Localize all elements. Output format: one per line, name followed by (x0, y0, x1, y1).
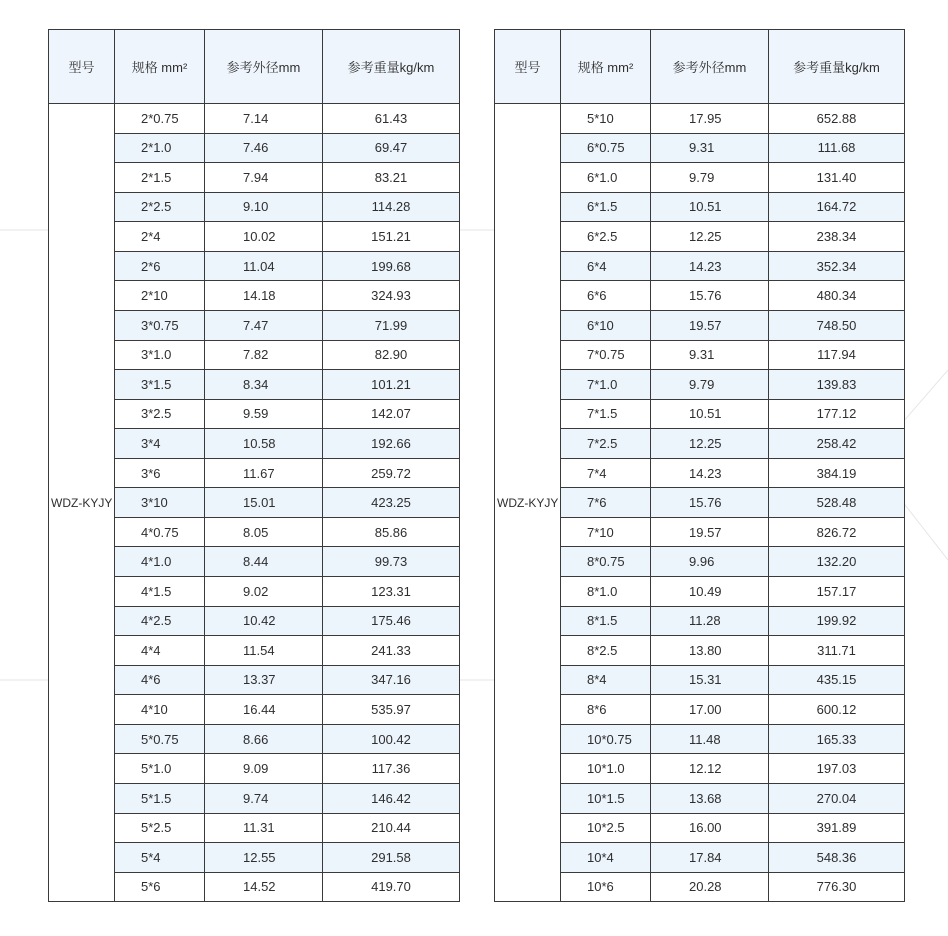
od-cell: 9.79 (651, 163, 769, 193)
od-cell: 15.31 (651, 665, 769, 695)
wt-cell: 826.72 (769, 517, 905, 547)
wt-cell: 600.12 (769, 695, 905, 725)
wt-cell: 123.31 (323, 577, 460, 607)
spec-cell: 3*0.75 (115, 310, 205, 340)
header-spec: 规格 mm² (561, 30, 651, 104)
header-outer-diameter: 参考外径mm (205, 30, 323, 104)
od-cell: 9.79 (651, 370, 769, 400)
od-cell: 12.12 (651, 754, 769, 784)
wt-cell: 165.33 (769, 724, 905, 754)
spec-cell: 2*4 (115, 222, 205, 252)
spec-cell: 5*10 (561, 104, 651, 134)
spec-cell: 5*1.0 (115, 754, 205, 784)
table-header-row (49, 30, 460, 104)
od-cell: 12.55 (205, 843, 323, 873)
od-cell: 17.00 (651, 695, 769, 725)
od-cell: 10.42 (205, 606, 323, 636)
header-model: 型号 (49, 30, 115, 104)
spec-cell: 3*1.5 (115, 370, 205, 400)
wt-cell: 114.28 (323, 192, 460, 222)
wt-cell: 177.12 (769, 399, 905, 429)
spec-cell: 4*0.75 (115, 517, 205, 547)
wt-cell: 132.20 (769, 547, 905, 577)
wt-cell: 435.15 (769, 665, 905, 695)
od-cell: 17.95 (651, 104, 769, 134)
od-cell: 12.25 (651, 429, 769, 459)
od-cell: 8.66 (205, 724, 323, 754)
spec-cell: 2*1.5 (115, 163, 205, 193)
header-weight: 参考重量kg/km (769, 30, 905, 104)
od-cell: 9.10 (205, 192, 323, 222)
wt-cell: 384.19 (769, 458, 905, 488)
od-cell: 9.09 (205, 754, 323, 784)
wt-cell: 146.42 (323, 783, 460, 813)
od-cell: 19.57 (651, 517, 769, 547)
spec-cell: 5*2.5 (115, 813, 205, 843)
spec-cell: 3*1.0 (115, 340, 205, 370)
wt-cell: 61.43 (323, 104, 460, 134)
wt-cell: 548.36 (769, 843, 905, 873)
wt-cell: 157.17 (769, 577, 905, 607)
wt-cell: 83.21 (323, 163, 460, 193)
wt-cell: 259.72 (323, 458, 460, 488)
spec-cell: 4*4 (115, 636, 205, 666)
wt-cell: 100.42 (323, 724, 460, 754)
od-cell: 11.67 (205, 458, 323, 488)
spec-cell: 6*10 (561, 310, 651, 340)
spec-cell: 4*6 (115, 665, 205, 695)
wt-cell: 99.73 (323, 547, 460, 577)
od-cell: 12.25 (651, 222, 769, 252)
wt-cell: 131.40 (769, 163, 905, 193)
header-model: 型号 (495, 30, 561, 104)
od-cell: 9.31 (651, 133, 769, 163)
od-cell: 11.48 (651, 724, 769, 754)
od-cell: 15.01 (205, 488, 323, 518)
od-cell: 17.84 (651, 843, 769, 873)
spec-cell: 2*2.5 (115, 192, 205, 222)
od-cell: 10.49 (651, 577, 769, 607)
spec-cell: 8*2.5 (561, 636, 651, 666)
wt-cell: 101.21 (323, 370, 460, 400)
table-row (495, 104, 905, 134)
spec-cell: 8*0.75 (561, 547, 651, 577)
od-cell: 8.44 (205, 547, 323, 577)
spec-cell: 10*2.5 (561, 813, 651, 843)
spec-cell: 10*4 (561, 843, 651, 873)
od-cell: 9.96 (651, 547, 769, 577)
od-cell: 14.52 (205, 872, 323, 902)
od-cell: 8.05 (205, 517, 323, 547)
spec-cell: 2*6 (115, 251, 205, 281)
wt-cell: 69.47 (323, 133, 460, 163)
wt-cell: 528.48 (769, 488, 905, 518)
spec-cell: 8*1.0 (561, 577, 651, 607)
left-spec-table (48, 29, 460, 902)
spec-cell: 4*2.5 (115, 606, 205, 636)
wt-cell: 142.07 (323, 399, 460, 429)
od-cell: 13.37 (205, 665, 323, 695)
od-cell: 14.23 (651, 458, 769, 488)
wt-cell: 175.46 (323, 606, 460, 636)
spec-cell: 8*6 (561, 695, 651, 725)
wt-cell: 117.94 (769, 340, 905, 370)
wt-cell: 199.92 (769, 606, 905, 636)
od-cell: 10.51 (651, 399, 769, 429)
spec-cell: 10*1.0 (561, 754, 651, 784)
od-cell: 9.31 (651, 340, 769, 370)
spec-cell: 3*10 (115, 488, 205, 518)
spec-cell: 7*1.0 (561, 370, 651, 400)
wt-cell: 192.66 (323, 429, 460, 459)
spec-cell: 8*1.5 (561, 606, 651, 636)
wt-cell: 324.93 (323, 281, 460, 311)
wt-cell: 347.16 (323, 665, 460, 695)
spec-cell: 10*0.75 (561, 724, 651, 754)
wt-cell: 258.42 (769, 429, 905, 459)
od-cell: 14.18 (205, 281, 323, 311)
spec-cell: 8*4 (561, 665, 651, 695)
header-spec: 规格 mm² (115, 30, 205, 104)
od-cell: 7.47 (205, 310, 323, 340)
wt-cell: 535.97 (323, 695, 460, 725)
wt-cell: 82.90 (323, 340, 460, 370)
od-cell: 9.59 (205, 399, 323, 429)
od-cell: 7.14 (205, 104, 323, 134)
spec-cell: 7*4 (561, 458, 651, 488)
spec-cell: 6*4 (561, 251, 651, 281)
wt-cell: 151.21 (323, 222, 460, 252)
wt-cell: 391.89 (769, 813, 905, 843)
od-cell: 19.57 (651, 310, 769, 340)
spec-cell: 6*1.5 (561, 192, 651, 222)
wt-cell: 238.34 (769, 222, 905, 252)
wt-cell: 748.50 (769, 310, 905, 340)
wt-cell: 199.68 (323, 251, 460, 281)
spec-cell: 6*0.75 (561, 133, 651, 163)
od-cell: 9.02 (205, 577, 323, 607)
spec-cell: 6*2.5 (561, 222, 651, 252)
wt-cell: 352.34 (769, 251, 905, 281)
od-cell: 10.51 (651, 192, 769, 222)
od-cell: 16.00 (651, 813, 769, 843)
spec-cell: 2*10 (115, 281, 205, 311)
od-cell: 10.58 (205, 429, 323, 459)
table-header-row (495, 30, 905, 104)
wt-cell: 776.30 (769, 872, 905, 902)
spec-cell: 7*10 (561, 517, 651, 547)
od-cell: 9.74 (205, 783, 323, 813)
wt-cell: 291.58 (323, 843, 460, 873)
right-spec-table (494, 29, 905, 902)
spec-cell: 7*6 (561, 488, 651, 518)
wt-cell: 419.70 (323, 872, 460, 902)
spec-cell: 3*4 (115, 429, 205, 459)
wt-cell: 164.72 (769, 192, 905, 222)
wt-cell: 197.03 (769, 754, 905, 784)
wt-cell: 480.34 (769, 281, 905, 311)
od-cell: 13.80 (651, 636, 769, 666)
header-outer-diameter: 参考外径mm (651, 30, 769, 104)
od-cell: 11.31 (205, 813, 323, 843)
wt-cell: 71.99 (323, 310, 460, 340)
od-cell: 8.34 (205, 370, 323, 400)
spec-cell: 3*6 (115, 458, 205, 488)
wt-cell: 423.25 (323, 488, 460, 518)
spec-cell: 5*1.5 (115, 783, 205, 813)
header-weight: 参考重量kg/km (323, 30, 460, 104)
wt-cell: 210.44 (323, 813, 460, 843)
od-cell: 13.68 (651, 783, 769, 813)
wt-cell: 652.88 (769, 104, 905, 134)
od-cell: 11.54 (205, 636, 323, 666)
spec-cell: 7*0.75 (561, 340, 651, 370)
wt-cell: 111.68 (769, 133, 905, 163)
spec-cell: 4*1.5 (115, 577, 205, 607)
od-cell: 10.02 (205, 222, 323, 252)
od-cell: 20.28 (651, 872, 769, 902)
od-cell: 15.76 (651, 281, 769, 311)
model-cell: WDZ-KYJY (495, 104, 561, 902)
wt-cell: 117.36 (323, 754, 460, 784)
spec-cell: 5*4 (115, 843, 205, 873)
od-cell: 14.23 (651, 251, 769, 281)
od-cell: 7.82 (205, 340, 323, 370)
spec-cell: 10*6 (561, 872, 651, 902)
spec-cell: 5*6 (115, 872, 205, 902)
spec-cell: 3*2.5 (115, 399, 205, 429)
spec-cell: 6*1.0 (561, 163, 651, 193)
wt-cell: 139.83 (769, 370, 905, 400)
table-row (49, 104, 460, 134)
spec-cell: 7*2.5 (561, 429, 651, 459)
spec-cell: 5*0.75 (115, 724, 205, 754)
spec-cell: 4*1.0 (115, 547, 205, 577)
spec-cell: 2*0.75 (115, 104, 205, 134)
od-cell: 11.04 (205, 251, 323, 281)
od-cell: 7.46 (205, 133, 323, 163)
spec-cell: 7*1.5 (561, 399, 651, 429)
wt-cell: 241.33 (323, 636, 460, 666)
wt-cell: 85.86 (323, 517, 460, 547)
spec-cell: 6*6 (561, 281, 651, 311)
spec-cell: 4*10 (115, 695, 205, 725)
od-cell: 15.76 (651, 488, 769, 518)
wt-cell: 311.71 (769, 636, 905, 666)
od-cell: 16.44 (205, 695, 323, 725)
wt-cell: 270.04 (769, 783, 905, 813)
spec-cell: 10*1.5 (561, 783, 651, 813)
model-cell: WDZ-KYJY (49, 104, 115, 902)
od-cell: 7.94 (205, 163, 323, 193)
spec-cell: 2*1.0 (115, 133, 205, 163)
od-cell: 11.28 (651, 606, 769, 636)
